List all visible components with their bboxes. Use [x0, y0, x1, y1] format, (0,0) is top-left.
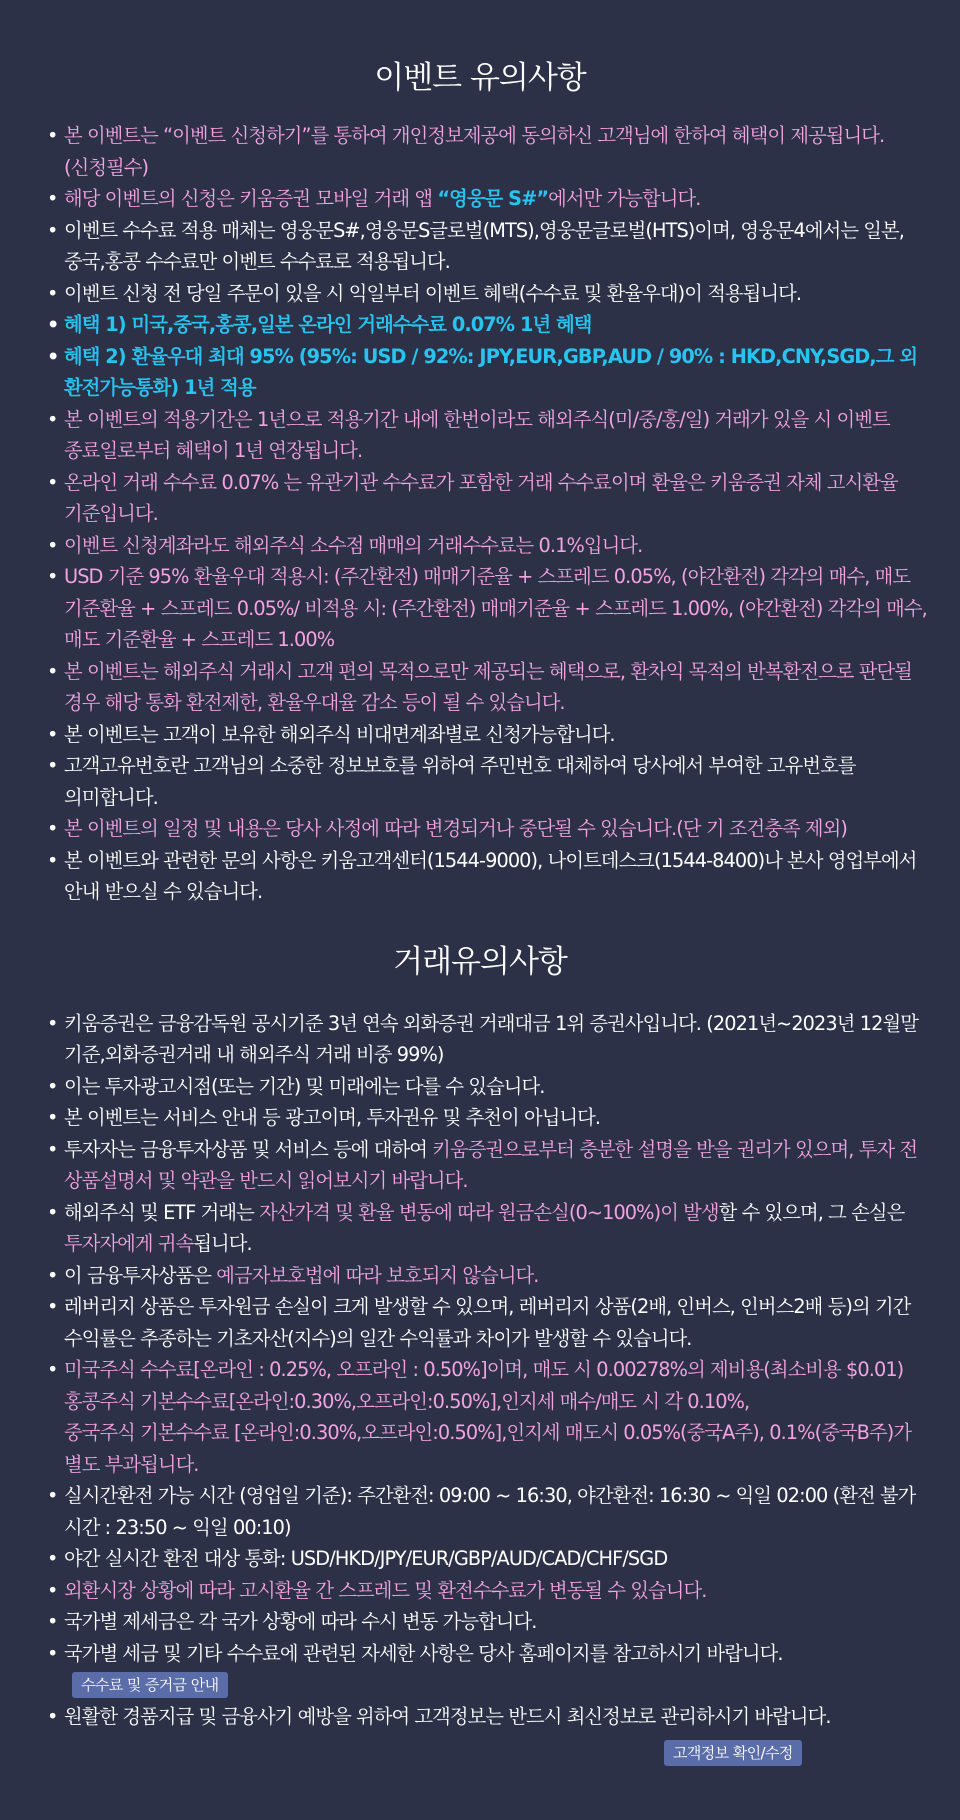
- list-item: [48, 1543, 934, 1575]
- list-item: [48, 719, 934, 751]
- list-item: [48, 1701, 934, 1733]
- item-text: 실시간환전 가능 시간 (영업일 기준): 주간환전: 09:00 ~ 16:30, 야간환전: 16:30 ~ 익일 02:00 (환전 불가 시간 : 23:50 ~ 익일 00:10): [64, 1484, 916, 1539]
- list-item: [48, 183, 934, 215]
- item-text: 됩니다.: [193, 1232, 252, 1255]
- list-item: [48, 813, 934, 845]
- list-item: [48, 1134, 934, 1197]
- list-item: [48, 1638, 934, 1701]
- item-text: 외환시장 상황에 따라 고시환율 간 스프레드 및 환전수수료가 변동될 수 있습니다.: [64, 1578, 707, 1602]
- list-item: [48, 1575, 934, 1607]
- item-text: 야간 실시간 환전 대상 통화: USD/HKD/JPY/EUR/GBP/AUD/CAD/CHF/SGD: [64, 1547, 668, 1570]
- list-item: [48, 561, 934, 656]
- item-text: 에서만 가능합니다.: [548, 187, 701, 210]
- item-text: 이벤트 수수료 적용 매체는 영웅문S#,영웅문S글로벌(MTS),영웅문글로벌(HTS)이며, 영웅문4에서는 일본,중국,홍콩 수수료만 이벤트 수수료로 적용됩니다.: [64, 218, 904, 273]
- item-text: 국가별 세금 및 기타 수수료에 관련된 자세한 사항은 당사 홈페이지를 참고하시기 바랍니다.: [64, 1641, 783, 1665]
- list-item: [48, 1102, 934, 1134]
- item-text: 키움증권은 금융감독원 공시기준 3년 연속 외화증권 거래대금 1위 증권사입니다. (2021년~2023년 12월말 기준,외화증권거래 내 해외주식 거래 비중 99%): [64, 1011, 918, 1066]
- list-item: [48, 278, 934, 310]
- list-item: [48, 1197, 934, 1260]
- list-item: [48, 1480, 934, 1543]
- item-text: 본 이벤트는 고객이 보유한 해외주식 비대면계좌별로 신청가능합니다.: [64, 722, 615, 746]
- item-text: 이벤트 신청 전 당일 주문이 있을 시 익일부터 이벤트 혜택(수수료 및 환율우대)이 적용됩니다.: [64, 281, 802, 305]
- item-text: 본 이벤트의 적용기간은 1년으로 적용기간 내에 한번이라도 해외주식(미/중/홍/일) 거래가 있을 시 이벤트 종료일로부터 혜택이 1년 연장됩니다.: [64, 407, 890, 462]
- list-item: [48, 1291, 934, 1354]
- customer-info-button-row: [0, 1740, 960, 1766]
- customer-info-button[interactable]: 고객정보 확인/수정: [664, 1740, 802, 1766]
- benefit-1-text: 혜택 1) 미국,중국,홍콩,일본 온라인 거래수수료 0.07% 1년 혜택: [64, 313, 592, 336]
- highlight-text: 자산가격 및 환율 변동에 따라 원금손실(0~100%)이 발생: [259, 1200, 719, 1224]
- hk-fee-text: 홍콩주식 기본수수료[온라인:0.30%,오프라인:0.50%],인지세 매수/매도 시 각 0.10%,: [64, 1389, 750, 1413]
- item-text: 할 수 있으며, 그 손실은: [718, 1200, 905, 1224]
- item-text: USD 기준 95% 환율우대 적용시: (주간환전) 매매기준율 + 스프레드 0.05%, (야간환전) 각각의 매수, 매도 기준환율 + 스프레드 0.05%/ 비적용 시: (주간환전) 매매기준율 + 스프레드 1.00%, (야간환전) 각각의 매수, 매도 기준환율 + 스프레드 1.00%: [64, 565, 927, 651]
- list-item: [48, 1260, 934, 1292]
- item-text: 이는 투자광고시점(또는 기간) 및 미래에는 다를 수 있습니다.: [64, 1074, 545, 1098]
- item-text: 해외주식 및 ETF 거래는: [64, 1200, 260, 1224]
- list-item: [48, 1354, 934, 1480]
- item-text: 투자자는 금융투자상품 및 서비스 등에 대하여: [64, 1137, 433, 1161]
- list-item: [48, 530, 934, 562]
- item-text: 원활한 경품지급 및 금융사기 예방을 위하여 고객정보는 반드시 최신정보로 관리하시기 바랍니다.: [64, 1704, 831, 1728]
- item-text: 해당 이벤트의 신청은 키움증권 모바일 거래 앱: [64, 187, 438, 210]
- highlight-text: 투자자에게 귀속: [64, 1232, 194, 1255]
- benefit-2-text: 혜택 2) 환율우대 최대 95% (95%: USD / 92%: JPY,EUR,GBP,AUD / 90% : HKD,CNY,SGD,그 외 환전가능통화) 1년 적용: [64, 344, 918, 399]
- event-notice-list: [0, 120, 960, 908]
- app-name-highlight: “영웅문 S#”: [437, 187, 549, 210]
- trade-notice-list: [0, 1008, 960, 1733]
- item-text: 본 이벤트의 일정 및 내용은 당사 사정에 따라 변경되거나 중단될 수 있습니다.(단 기 조건충족 제외): [64, 817, 847, 840]
- us-fee-text: 미국주식 수수료[온라인 : 0.25%, 오프라인 : 0.50%]이며, 매도 시 0.00278%의 제비용(최소비용 $0.01): [64, 1358, 904, 1381]
- item-text: 고객고유번호란 고객님의 소중한 정보보호를 위하여 주민번호 대체하여 당사에서 부여한 고유번호를 의미합니다.: [64, 754, 856, 809]
- list-item: [48, 120, 934, 183]
- list-item: [48, 215, 934, 278]
- trade-notice-title: 거래유의사항: [393, 943, 567, 980]
- item-text: 본 이벤트와 관련한 문의 사항은 키움고객센터(1544-9000), 나이트데스크(1544-8400)나 본사 영업부에서 안내 받으실 수 있습니다.: [64, 848, 917, 903]
- item-text: 이 금융투자상품은: [64, 1263, 217, 1287]
- cn-fee-text: 중국주식 기본수수료 [온라인:0.30%,오프라인:0.50%],인지세 매도시 0.05%(중국A주), 0.1%(중국B주)가 별도 부과됩니다.: [64, 1421, 912, 1476]
- fee-and-margin-button[interactable]: 수수료 및 증거금 안내: [72, 1672, 228, 1698]
- list-item: [48, 750, 934, 813]
- list-item: [48, 845, 934, 908]
- item-text: 국가별 제세금은 각 국가 상황에 따라 수시 변동 가능합니다.: [64, 1610, 537, 1633]
- item-text: 레버리지 상품은 투자원금 손실이 크게 발생할 수 있으며, 레버리지 상품(2배, 인버스, 인버스2배 등)의 기간 수익률은 추종하는 기초자산(지수)의 일간 수익률과 차이가 발생할 수 있습니다.: [64, 1295, 911, 1350]
- list-item: [48, 467, 934, 530]
- item-text: 본 이벤트는 해외주식 거래시 고객 편의 목적으로만 제공되는 혜택으로, 환차익 목적의 반복환전으로 판단될 경우 해당 통화 환전제한, 환율우대율 감소 등이 될 수 있습니다.: [64, 659, 912, 714]
- list-item: [48, 404, 934, 467]
- item-text: 이벤트 신청계좌라도 해외주식 소수점 매매의 거래수수료는 0.1%입니다.: [64, 533, 643, 557]
- highlight-text: 예금자보호법에 따라 보호되지 않습니다.: [216, 1263, 539, 1287]
- list-item: [48, 341, 934, 404]
- item-text: 본 이벤트는 “이벤트 신청하기”를 통하여 개인정보제공에 동의하신 고객님에 한하여 혜택이 제공됩니다.(신청필수): [64, 124, 885, 179]
- item-text: 본 이벤트는 서비스 안내 등 광고이며, 투자권유 및 추천이 아닙니다.: [64, 1106, 601, 1129]
- list-item: [48, 1606, 934, 1638]
- list-item: [48, 309, 934, 341]
- event-notice-title: 이벤트 유의사항: [374, 60, 586, 96]
- list-item: [48, 656, 934, 719]
- list-item: [48, 1071, 934, 1103]
- list-item: [48, 1008, 934, 1071]
- highlight-text: 키움증권으로부터 충분한 설명을 받을 권리가 있으며, 투자 전 상품설명서 및 약관을 반드시 읽어보시기 바랍니다.: [64, 1137, 918, 1192]
- item-text: 온라인 거래 수수료 0.07% 는 유관기관 수수료가 포함한 거래 수수료이며 환율은 키움증권 자체 고시환율 기준입니다.: [64, 470, 898, 525]
